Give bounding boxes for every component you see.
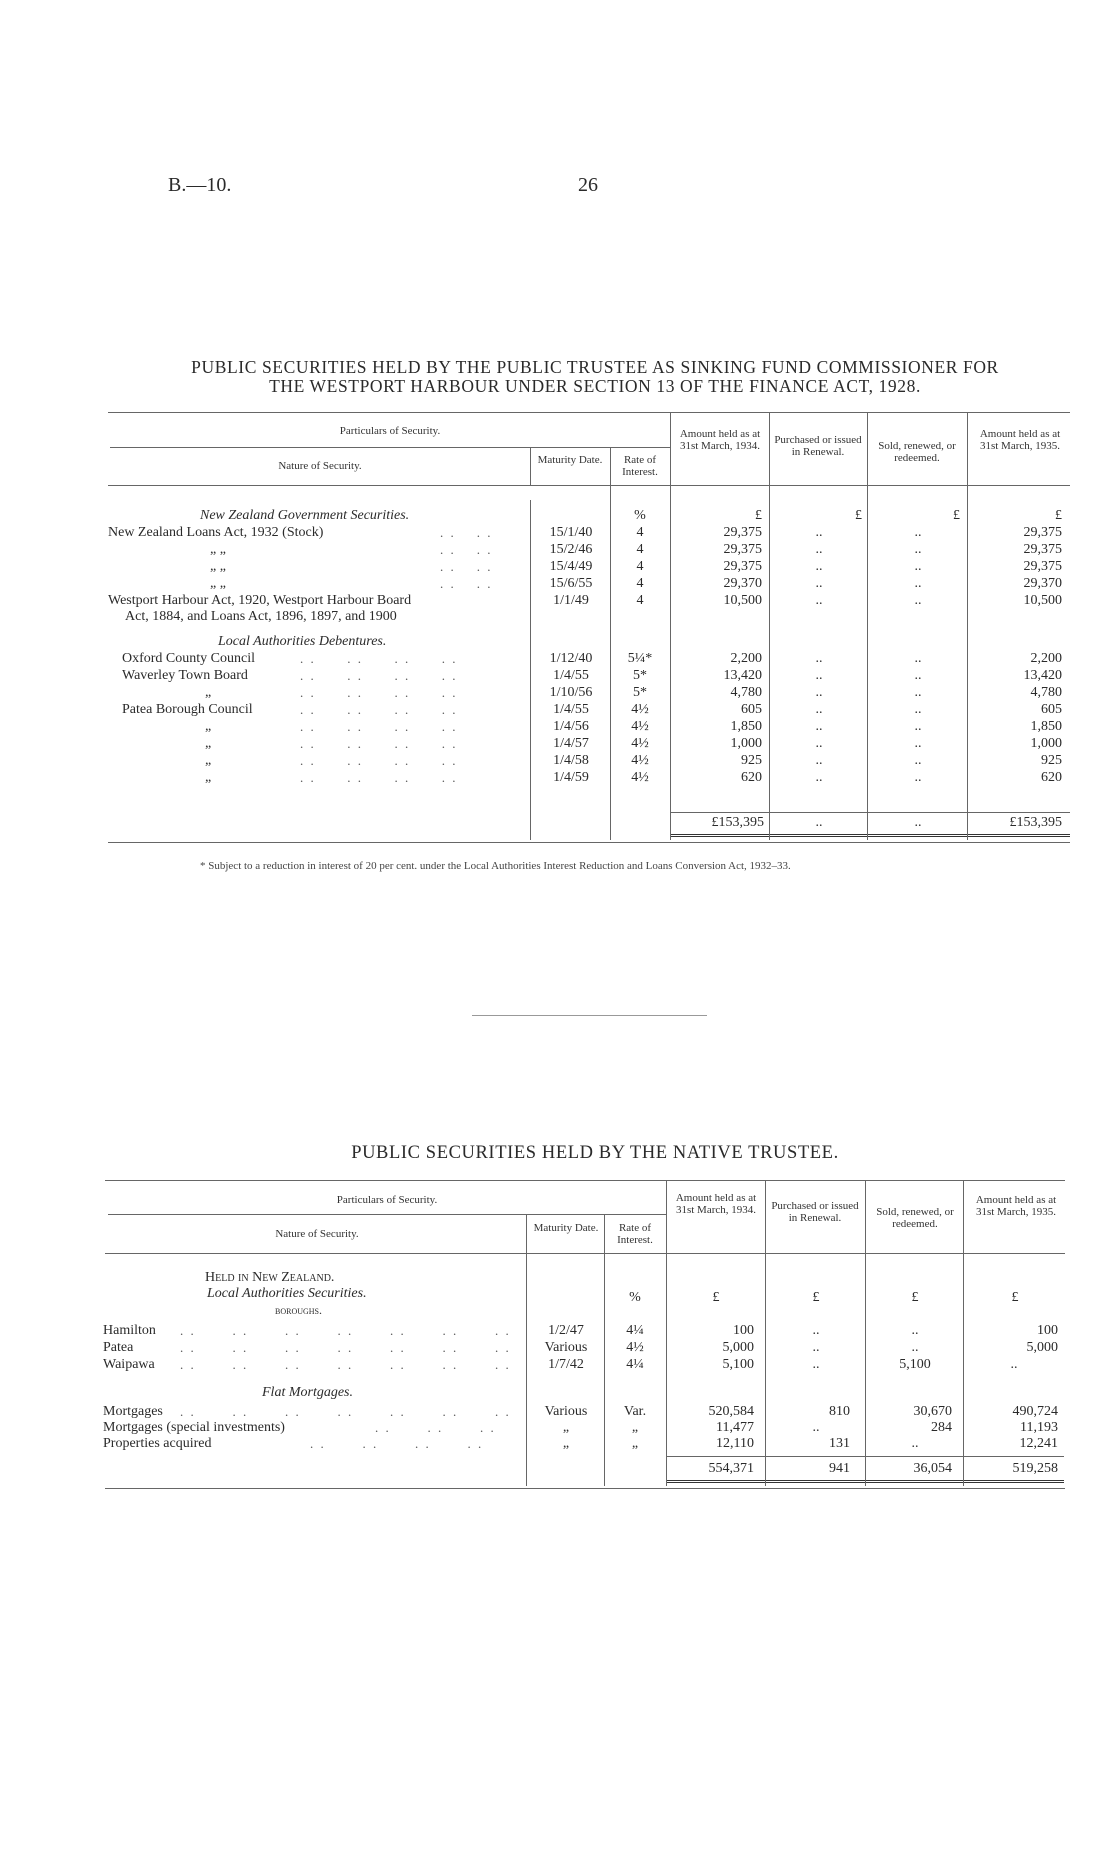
row-maturity: 1/4/58 [553, 753, 589, 768]
row-rate: 4½ [626, 1340, 644, 1355]
section-separator [472, 1015, 707, 1016]
leader-dots: . . . . . . . . [300, 736, 458, 751]
leader-dots: . . . . . . . . [300, 651, 458, 666]
row-held1934: 620 [741, 770, 762, 785]
leader-dots: . . . . [440, 525, 493, 540]
row-sold: .. [914, 559, 922, 574]
row-held1935: 29,375 [1023, 542, 1062, 557]
row-name: „ [205, 719, 212, 734]
leader-dots: . . . . . . . . . . . . . . [180, 1404, 511, 1419]
table2-unit-rate: % [629, 1290, 641, 1305]
row-sold: .. [914, 651, 922, 666]
row-sold: .. [911, 1436, 919, 1451]
row-sold: .. [911, 1340, 919, 1355]
row-rate: 5* [633, 685, 647, 700]
row-rate: 4¼ [626, 1357, 644, 1372]
row-rate: 4½ [631, 770, 649, 785]
row-maturity: 1/1/49 [553, 593, 589, 608]
leader-dots: . . . . . . . . [300, 685, 458, 700]
row-maturity: 1/2/47 [548, 1323, 584, 1338]
table1-header-bottom-rule [108, 485, 1070, 486]
table1-col-rule [867, 412, 868, 840]
row-rate: 4 [636, 559, 644, 574]
row-purchased: .. [815, 685, 823, 700]
row-held1935: 1,850 [1030, 719, 1062, 734]
row-name: „ [205, 685, 212, 700]
table2-col-rule [963, 1180, 964, 1486]
leader-dots: . . . . . . . . [300, 770, 458, 785]
row-maturity: Various [544, 1404, 588, 1419]
row-sold: .. [911, 1323, 919, 1338]
table2-col-rule [604, 1215, 605, 1486]
row-purchased: .. [815, 702, 823, 717]
table1-unit-held1934: £ [755, 508, 762, 523]
row-held1934: 5,100 [722, 1357, 754, 1372]
row-sold: .. [914, 576, 922, 591]
row-sold: .. [914, 736, 922, 751]
row-purchased: .. [812, 1357, 820, 1372]
row-rate: 4 [636, 525, 644, 540]
row-sold: .. [914, 525, 922, 540]
leader-dots: . . . . [440, 559, 493, 574]
row-purchased: .. [812, 1323, 820, 1338]
row-name: Patea [103, 1340, 134, 1355]
row-name: New Zealand Loans Act, 1932 (Stock) [108, 525, 324, 540]
row-held1934: 10,500 [723, 593, 762, 608]
table1-section-local-authorities: Local Authorities Debentures. [218, 634, 387, 649]
table2-col-rule [765, 1180, 766, 1486]
row-held1935: 12,241 [1019, 1436, 1058, 1451]
table1-header-sold: Sold, renewed, or redeemed. [878, 440, 956, 464]
total-sold: .. [914, 815, 922, 830]
table2-heading-held-in-nz: Held in New Zealand. [205, 1270, 335, 1285]
table1-footnote: * Subject to a reduction in interest of 20 per cent. under the Local Authorities Interest Reduction and Loans Conversion Act, 1932–33. [200, 860, 791, 872]
leader-dots: . . . . . . . . [300, 668, 458, 683]
row-rate: „ [631, 1420, 639, 1435]
table2-top-rule [105, 1180, 1065, 1181]
row-held1934: 5,000 [722, 1340, 754, 1355]
table1-unit-purchased: £ [855, 508, 862, 523]
row-sold: .. [914, 685, 922, 700]
total-held1934: £153,395 [711, 815, 764, 830]
row-name: Westport Harbour Act, 1920, Westport Harbour Board [108, 593, 412, 608]
total-held1935: 519,258 [1012, 1461, 1058, 1476]
row-held1934: 2,200 [730, 651, 762, 666]
table2-header-maturity: Maturity Date. [533, 1222, 599, 1234]
row-sold: 5,100 [899, 1357, 931, 1372]
row-held1935: 100 [1037, 1323, 1058, 1338]
row-held1935: 10,500 [1023, 593, 1062, 608]
row-name: Mortgages [103, 1404, 163, 1419]
table2-unit-purchased: £ [812, 1290, 820, 1305]
row-sold: .. [914, 668, 922, 683]
table1-unit-rate: % [634, 508, 646, 523]
table1-section-nz-government: New Zealand Government Securities. [200, 508, 410, 523]
row-held1934: 11,477 [716, 1420, 754, 1435]
table1-col-rule [670, 412, 671, 840]
row-maturity: 15/4/49 [549, 559, 593, 574]
table1-bottom-rule [108, 842, 1070, 843]
row-maturity: 15/6/55 [549, 576, 593, 591]
row-maturity: 1/4/55 [553, 702, 589, 717]
table1-col-rule [530, 448, 531, 486]
row-name: Oxford County Council [122, 651, 255, 666]
total-purchased: .. [815, 815, 823, 830]
table2-col-rule [865, 1180, 866, 1486]
row-name: Properties acquired [103, 1436, 212, 1451]
row-purchased: .. [815, 525, 823, 540]
row-rate: 4½ [631, 719, 649, 734]
row-held1935: 490,724 [1012, 1404, 1058, 1419]
row-held1934: 925 [741, 753, 762, 768]
table2-header-nature: Nature of Security. [275, 1228, 359, 1240]
row-held1934: 13,420 [723, 668, 762, 683]
row-rate: Var. [623, 1404, 647, 1419]
table2-heading-boroughs: boroughs. [275, 1303, 323, 1317]
row-purchased: .. [815, 770, 823, 785]
table1-col-rule [610, 448, 611, 840]
row-held1934: 29,375 [723, 542, 762, 557]
row-maturity: 1/4/56 [553, 719, 589, 734]
row-held1935: 29,375 [1023, 525, 1062, 540]
row-held1934: 1,850 [730, 719, 762, 734]
row-maturity: 1/4/57 [553, 736, 589, 751]
row-sold: .. [914, 542, 922, 557]
row-held1935: 2,200 [1030, 651, 1062, 666]
row-sold: 284 [931, 1420, 952, 1435]
row-held1935: 5,000 [1026, 1340, 1058, 1355]
row-maturity: 15/2/46 [549, 542, 593, 557]
table2-header-bottom-rule [105, 1253, 1065, 1254]
row-purchased: .. [815, 651, 823, 666]
row-maturity: Various [544, 1340, 588, 1355]
row-purchased: .. [812, 1420, 820, 1435]
row-sold: .. [914, 702, 922, 717]
leader-dots: . . . . . . . . [310, 1436, 484, 1451]
row-purchased: .. [815, 753, 823, 768]
row-name: Waverley Town Board [122, 668, 248, 683]
row-maturity: 1/12/40 [549, 651, 593, 666]
row-held1934: 520,584 [708, 1404, 754, 1419]
total-sold: 36,054 [913, 1461, 952, 1476]
leader-dots: . . . . . . . . . . . . . . [180, 1340, 511, 1355]
leader-dots: . . . . . . [375, 1420, 496, 1435]
row-held1935: 620 [1041, 770, 1062, 785]
leader-dots: . . . . [440, 542, 493, 557]
row-name: „ [205, 753, 212, 768]
row-held1934: 29,375 [723, 525, 762, 540]
row-name: Hamilton [103, 1323, 156, 1338]
row-held1935: 925 [1041, 753, 1062, 768]
table2-header-rate: Rate of Interest. [617, 1222, 653, 1246]
row-rate: 4½ [631, 753, 649, 768]
row-sold: 30,670 [913, 1404, 952, 1419]
table2-header-held1934: Amount held as at 31st March, 1934. [675, 1192, 757, 1216]
table2-header-purchased: Purchased or issued in Renewal. [771, 1200, 859, 1224]
leader-dots: . . . . . . . . [300, 719, 458, 734]
row-maturity: 1/4/55 [553, 668, 589, 683]
row-name-continued: Act, 1884, and Loans Act, 1896, 1897, and 1900 [125, 609, 397, 624]
row-rate: 4¼ [626, 1323, 644, 1338]
row-rate: 4 [636, 593, 644, 608]
row-sold: .. [914, 753, 922, 768]
row-maturity: „ [562, 1436, 570, 1451]
table2-section-flat-mortgages: Flat Mortgages. [262, 1385, 353, 1400]
table2-header-held1935: Amount held as at 31st March, 1935. [975, 1194, 1057, 1218]
row-sold: .. [914, 593, 922, 608]
row-held1934: 29,375 [723, 559, 762, 574]
row-rate: 4 [636, 576, 644, 591]
row-held1934: 100 [733, 1323, 754, 1338]
row-purchased: .. [815, 593, 823, 608]
row-name: Waipawa [103, 1357, 155, 1372]
table1-top-rule [108, 412, 1070, 413]
row-held1934: 605 [741, 702, 762, 717]
row-purchased: 131 [829, 1436, 850, 1451]
table2-header-particulars: Particulars of Security. [336, 1194, 438, 1206]
table1-header-mid-rule [110, 447, 670, 448]
row-sold: .. [914, 770, 922, 785]
table1-col-rule [769, 412, 770, 840]
document-reference: B.—10. [168, 174, 232, 196]
row-maturity: 1/7/42 [548, 1357, 584, 1372]
row-rate: „ [631, 1436, 639, 1451]
row-name: „ „ [210, 576, 226, 591]
table2-col-rule [666, 1180, 667, 1486]
row-name: „ „ [210, 542, 226, 557]
table1-title-line2: THE WESTPORT HARBOUR UNDER SECTION 13 OF THE FINANCE ACT, 1928. [269, 376, 921, 396]
table2-heading-local-authorities: Local Authorities Securities. [207, 1286, 367, 1301]
table1-col-rule [967, 412, 968, 840]
total-held1934: 554,371 [708, 1461, 754, 1476]
row-rate: 4½ [631, 702, 649, 717]
table1-header-purchased: Purchased or issued in Renewal. [774, 434, 862, 458]
row-purchased: .. [815, 668, 823, 683]
table2-col-rule [526, 1215, 527, 1486]
row-name: Patea Borough Council [122, 702, 253, 717]
row-maturity: 1/4/59 [553, 770, 589, 785]
table1-header-rate: Rate of Interest. [622, 454, 658, 478]
row-purchased: .. [815, 736, 823, 751]
table1-header-maturity: Maturity Date. [537, 454, 603, 466]
row-purchased: .. [815, 719, 823, 734]
total-purchased: 941 [829, 1461, 850, 1476]
leader-dots: . . . . . . . . [300, 753, 458, 768]
row-purchased: .. [815, 559, 823, 574]
row-name: Mortgages (special investments) [103, 1420, 285, 1435]
row-held1935: 605 [1041, 702, 1062, 717]
row-name: „ [205, 770, 212, 785]
row-held1934: 4,780 [730, 685, 762, 700]
row-purchased: 810 [829, 1404, 850, 1419]
table1-col-rule [530, 500, 531, 840]
row-held1935: 13,420 [1023, 668, 1062, 683]
row-held1934: 29,370 [723, 576, 762, 591]
table2-bottom-rule [105, 1488, 1065, 1489]
row-held1935: 11,193 [1020, 1420, 1058, 1435]
row-sold: .. [914, 719, 922, 734]
table1-total-bottom-rule [670, 834, 1070, 837]
table1-title-line1: PUBLIC SECURITIES HELD BY THE PUBLIC TRUSTEE AS SINKING FUND COMMISSIONER FOR [191, 357, 999, 377]
leader-dots: . . . . . . . . . . . . . . [180, 1357, 511, 1372]
row-held1935: .. [1010, 1357, 1018, 1372]
table1-total-top-rule [670, 812, 1070, 813]
table2-header-mid-rule [108, 1214, 666, 1215]
row-rate: 5* [633, 668, 647, 683]
table1-unit-held1935: £ [1055, 508, 1062, 523]
table2-unit-sold: £ [911, 1290, 919, 1305]
page-number: 26 [578, 174, 598, 196]
row-name: „ „ [210, 559, 226, 574]
table1-unit-sold: £ [953, 508, 960, 523]
row-rate: 4 [636, 542, 644, 557]
row-held1935: 1,000 [1030, 736, 1062, 751]
row-purchased: .. [812, 1340, 820, 1355]
row-rate: 5¼* [627, 651, 653, 666]
row-held1935: 4,780 [1030, 685, 1062, 700]
table1-header-particulars: Particulars of Security. [339, 425, 441, 437]
leader-dots: . . . . . . . . [300, 702, 458, 717]
table2-title: PUBLIC SECURITIES HELD BY THE NATIVE TRUSTEE. [351, 1143, 839, 1163]
row-name: „ [205, 736, 212, 751]
row-held1935: 29,375 [1023, 559, 1062, 574]
row-purchased: .. [815, 576, 823, 591]
table1-header-held1934: Amount held as at 31st March, 1934. [679, 428, 761, 452]
leader-dots: . . . . . . . . . . . . . . [180, 1323, 511, 1338]
row-held1934: 1,000 [730, 736, 762, 751]
table2-unit-held1935: £ [1011, 1290, 1019, 1305]
row-maturity: 15/1/40 [549, 525, 593, 540]
row-maturity: 1/10/56 [549, 685, 593, 700]
row-rate: 4½ [631, 736, 649, 751]
row-maturity: „ [562, 1420, 570, 1435]
total-held1935: £153,395 [1009, 815, 1062, 830]
table2-unit-held1934: £ [712, 1290, 720, 1305]
table1-header-held1935: Amount held as at 31st March, 1935. [979, 428, 1061, 452]
row-purchased: .. [815, 542, 823, 557]
table2-header-sold: Sold, renewed, or redeemed. [876, 1206, 954, 1230]
row-held1935: 29,370 [1023, 576, 1062, 591]
table1-header-nature: Nature of Security. [278, 460, 362, 472]
row-held1934: 12,110 [716, 1436, 754, 1451]
leader-dots: . . . . [440, 576, 493, 591]
